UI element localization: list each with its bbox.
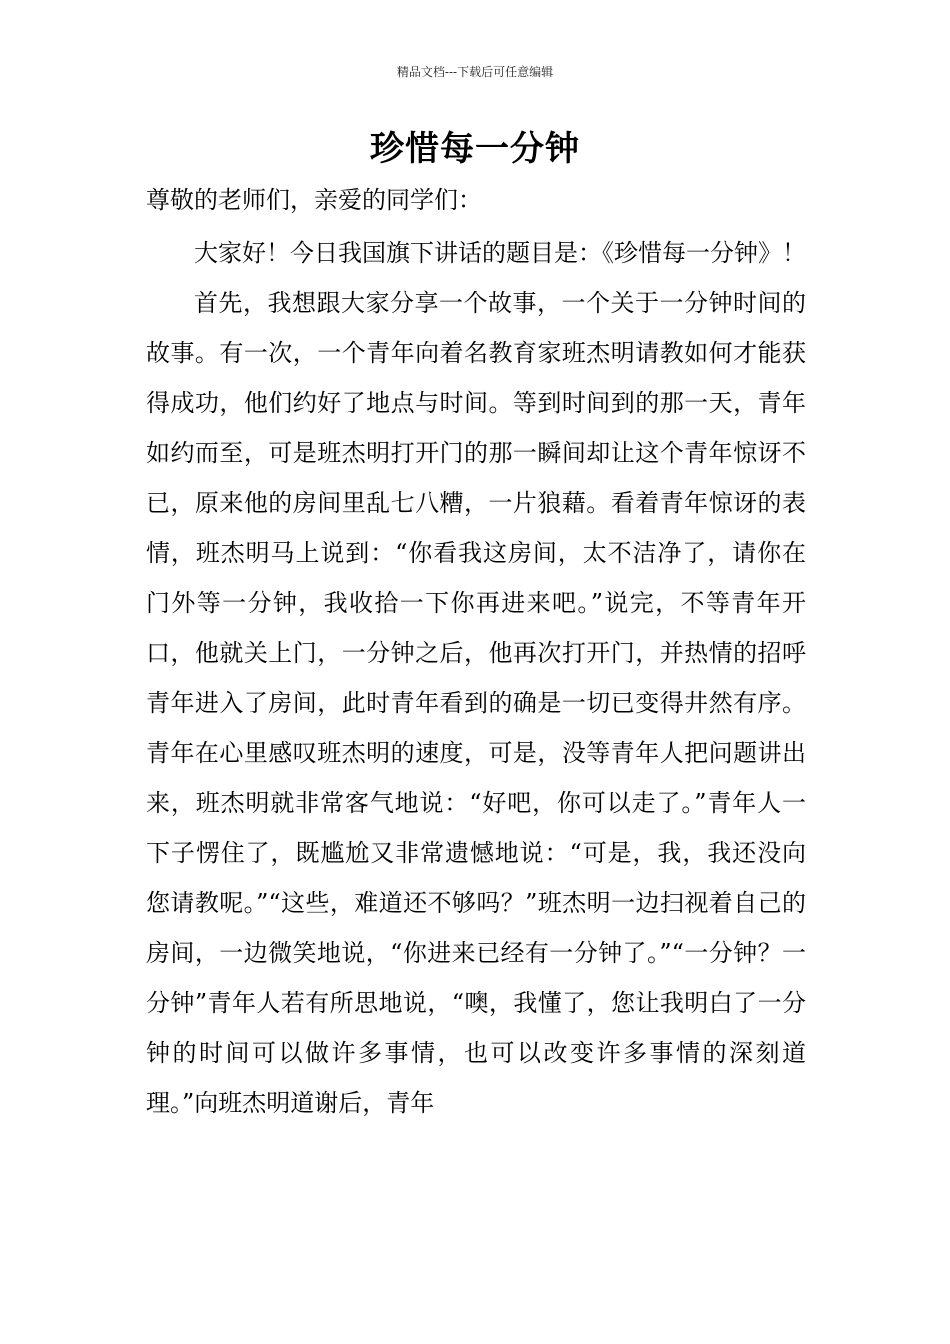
- paragraph-greeting: 大家好！今日我国旗下讲话的题目是：《珍惜每一分钟》！: [194, 239, 806, 267]
- paragraph-story: 首先，我想跟大家分享一个故事，一个关于一分钟时间的故事。有一次，一个青年向着名教育家班杰明请教如何才能获得成功，他们约好了地点与时间。等到时间到的那一天，青年如约而至，可是班杰明打开门的那一瞬间却让这个青年惊讶不已，原来他的房间里乱七八糟，一片狼藉。看着青年惊讶的表情，班杰明马上说到：“你看我这房间，太不洁净了，请你在门外等一分钟，我收拾一下你再进来吧。”说完，不等青年开口，他就关上门，一分钟之后，他再次打开门，并热情的招呼青年进入了房间，此时青年看到的确是一切已变得井然有序。青年在心里感叹班杰明的速度，可是，没等青年人把问题讲出来，班杰明就非常客气地说：“好吧，你可以走了。”青年人一下子愣住了，既尴尬又非常遗憾地说：“可是，我，我还没向您请教呢。”“这些，难道还不够吗？”班杰明一边扫视着自己的房间，一边微笑地说，“你进来已经有一分钟了。”“一分钟？一分钟”青年人若有所思地说，“噢，我懂了，您让我明白了一分钟的时间可以做许多事情，也可以改变许多事情的深刻道理。”向班杰明道谢后，青年: [146, 289, 806, 1117]
- header-note: 精品文档---下载后可任意编辑: [396, 65, 554, 79]
- document-title: 珍惜每一分钟: [370, 129, 580, 169]
- document-body: [146, 228, 806, 1128]
- salutation: 尊敬的老师们，亲爱的同学们：: [146, 186, 482, 214]
